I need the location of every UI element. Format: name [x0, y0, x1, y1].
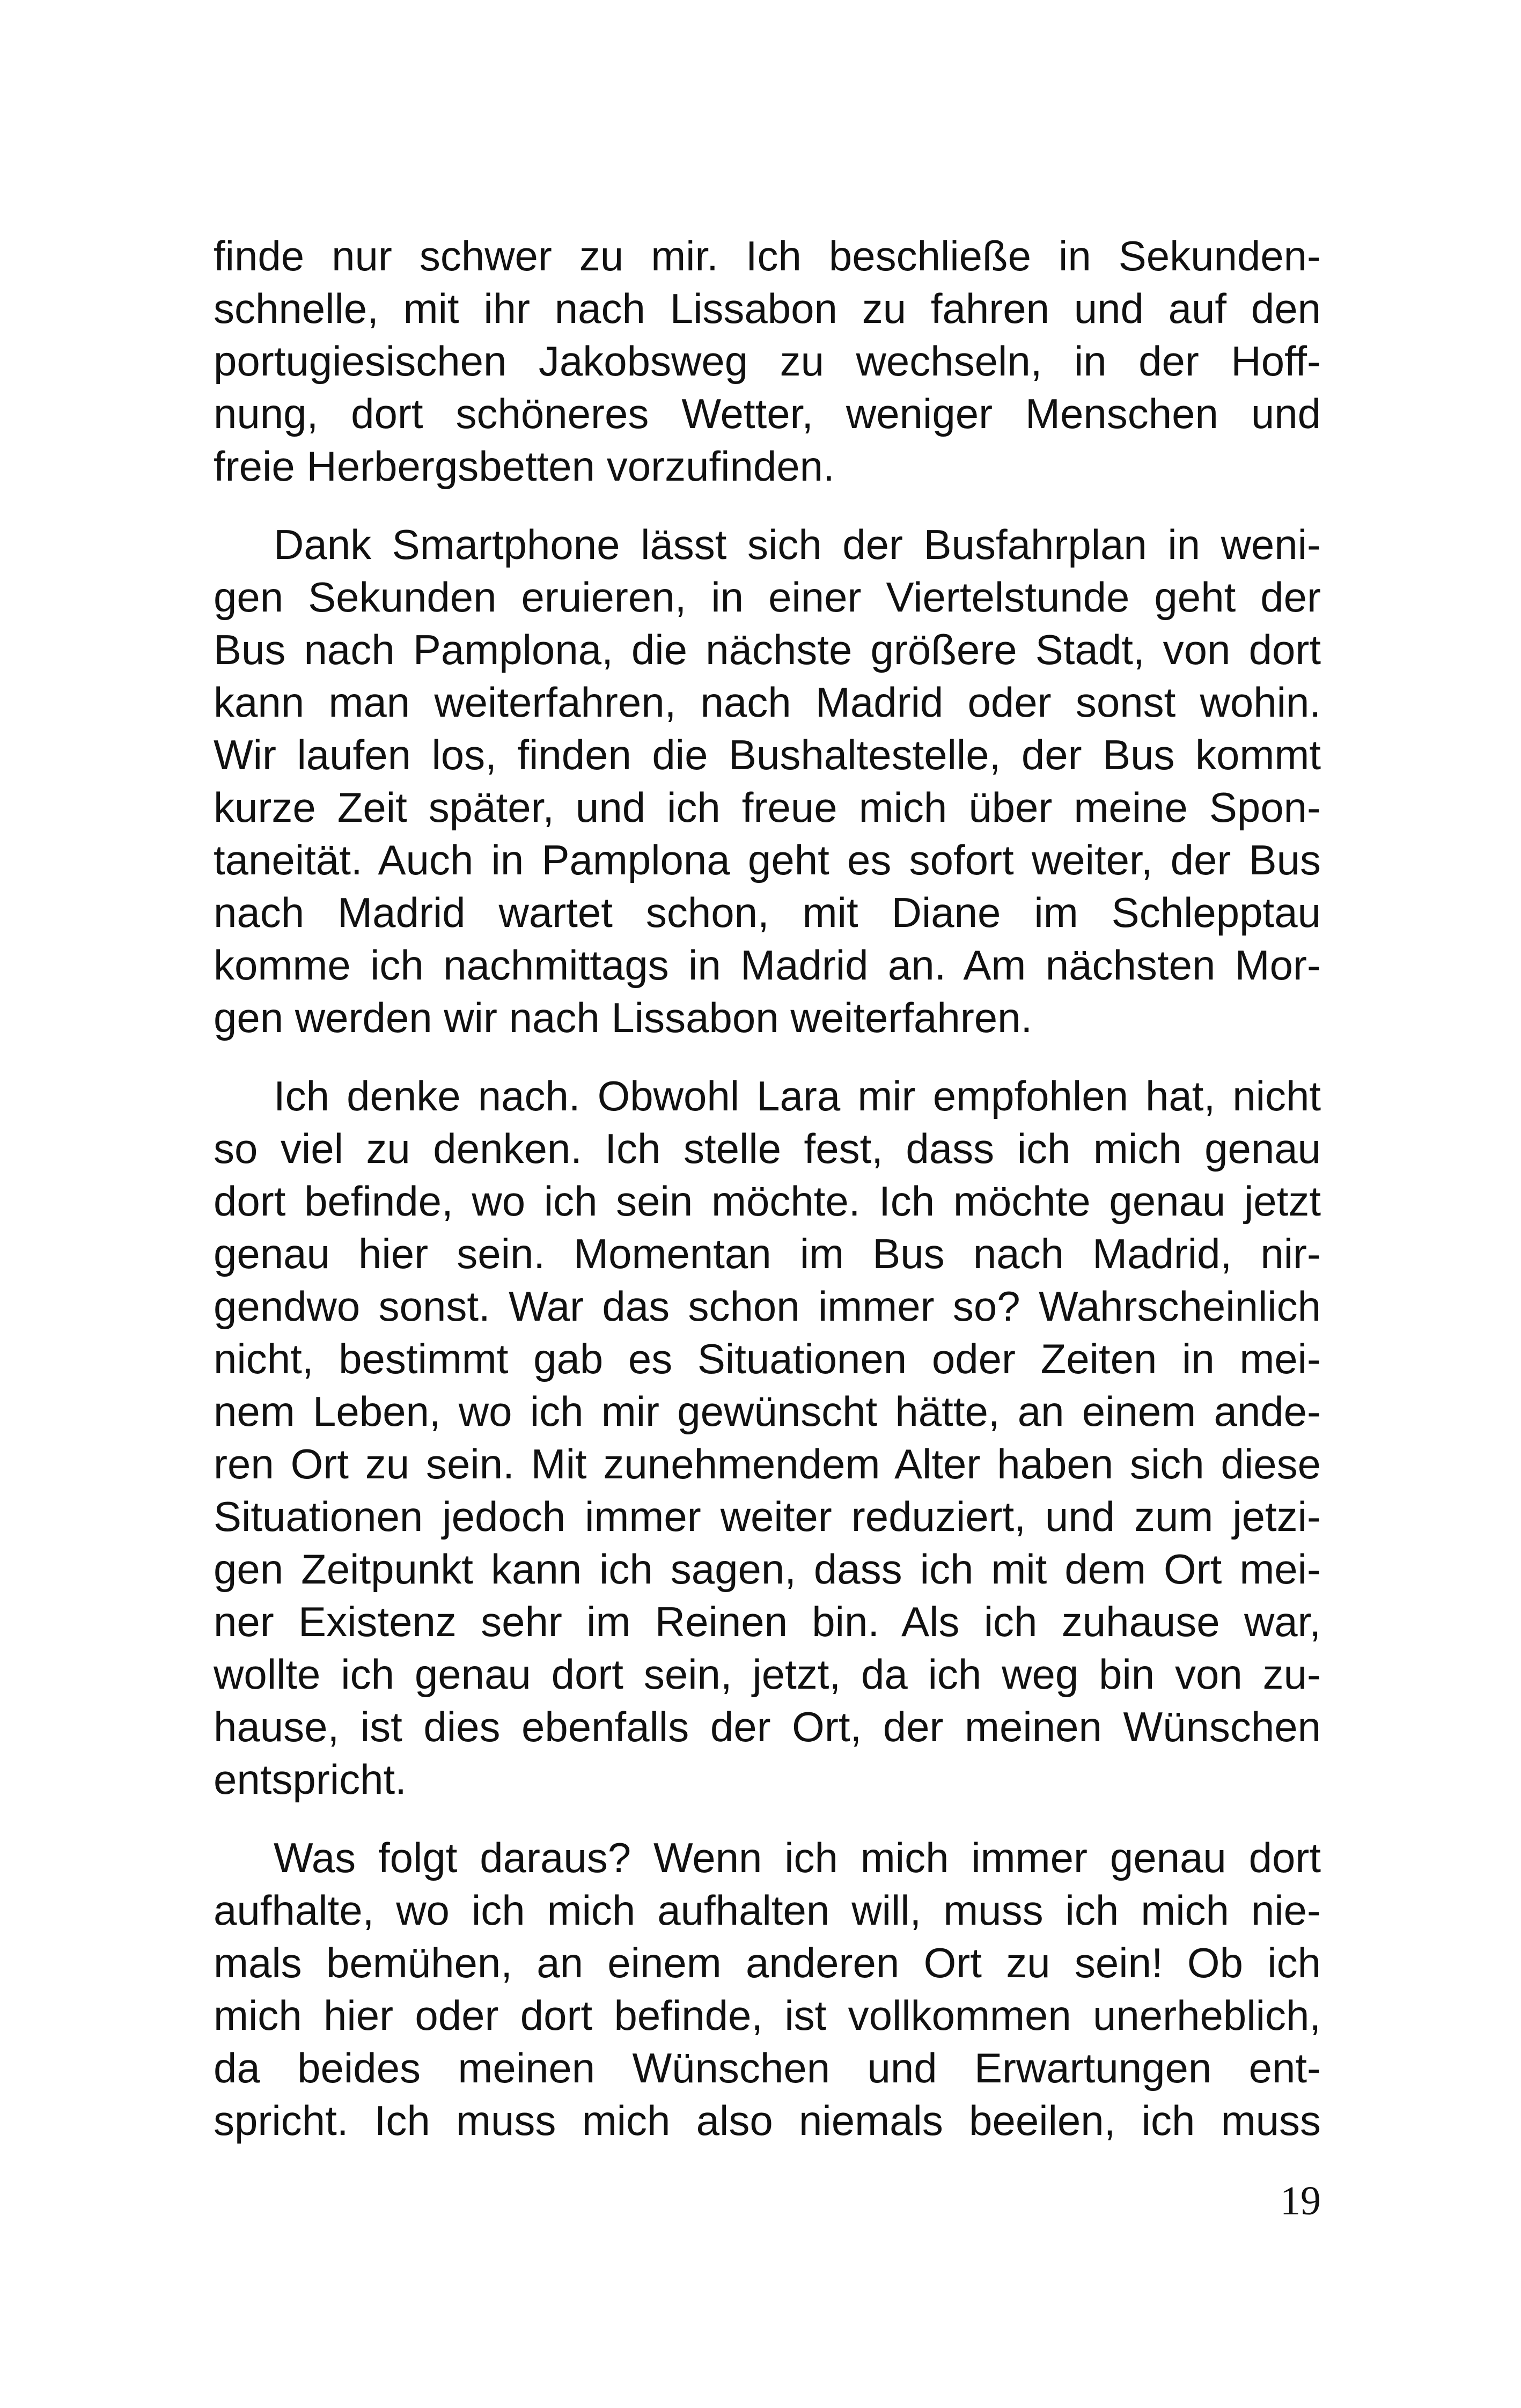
text-line: nach Madrid wartet schon, mit Diane im Schlepptau — [214, 889, 1321, 936]
text-line: ren Ort zu sein. Mit zunehmendem Alter haben sich diese — [214, 1440, 1321, 1487]
text-line: wollte ich genau dort sein, jetzt, da ich weg bin von zu- — [214, 1651, 1321, 1698]
text-line: Was folgt daraus? Wenn ich mich immer genau dort — [274, 1834, 1321, 1881]
text-line: Situationen jedoch immer weiter reduziert, und zum jetzi- — [214, 1493, 1321, 1540]
text-line: ner Existenz sehr im Reinen bin. Als ich zuhause war, — [214, 1598, 1321, 1645]
text-line: Wir laufen los, finden die Bushaltestelle, der Bus kommt — [214, 731, 1321, 778]
text-line: aufhalte, wo ich mich aufhalten will, muss ich mich nie- — [214, 1887, 1321, 1934]
text-line: genau hier sein. Momentan im Bus nach Madrid, nir- — [214, 1230, 1321, 1277]
text-line: Bus nach Pamplona, die nächste größere Stadt, von dort — [214, 626, 1321, 673]
text-line: gen werden wir nach Lissabon weiterfahren. — [214, 994, 1033, 1041]
text-line: finde nur schwer zu mir. Ich beschließe in Sekunden- — [214, 232, 1321, 279]
text-line: Dank Smartphone lässt sich der Busfahrplan in weni- — [274, 521, 1321, 568]
body-text — [214, 230, 1321, 2147]
text-line: Ich denke nach. Obwohl Lara mir empfohlen hat, nicht — [274, 1072, 1321, 1120]
text-line: schnelle, mit ihr nach Lissabon zu fahren und auf den — [214, 285, 1321, 332]
text-line: da beides meinen Wünschen und Erwartungen ent- — [214, 2044, 1321, 2092]
text-line: hause, ist dies ebenfalls der Ort, der meinen Wünschen — [214, 1703, 1321, 1750]
text-line: freie Herbergsbetten vorzufinden. — [214, 443, 835, 490]
text-line: so viel zu denken. Ich stelle fest, dass ich mich genau — [214, 1125, 1321, 1172]
text-line: kann man weiterfahren, nach Madrid oder sonst wohin. — [214, 679, 1321, 726]
text-line: nem Leben, wo ich mir gewünscht hätte, an einem ande- — [214, 1388, 1321, 1435]
text-line: nicht, bestimmt gab es Situationen oder Zeiten in mei- — [214, 1335, 1321, 1382]
text-line: dort befinde, wo ich sein möchte. Ich möchte genau jetzt — [214, 1177, 1321, 1225]
paragraph — [214, 518, 1321, 1044]
paragraph — [214, 1070, 1321, 1806]
text-line: gen Sekunden eruieren, in einer Viertelstunde geht der — [214, 573, 1321, 621]
paragraph — [214, 1831, 1321, 2147]
text-line: portugiesischen Jakobsweg zu wechseln, in der Hoff- — [214, 337, 1321, 385]
text-line: taneität. Auch in Pamplona geht es sofort weiter, der Bus — [214, 836, 1321, 883]
text-line: mals bemühen, an einem anderen Ort zu sein! Ob ich — [214, 1939, 1321, 1986]
text-line: mich hier oder dort befinde, ist vollkommen unerheblich, — [214, 1992, 1321, 2039]
paragraph — [214, 230, 1321, 492]
text-line: spricht. Ich muss mich also niemals beeilen, ich muss — [214, 2097, 1321, 2144]
text-line: nung, dort schöneres Wetter, weniger Menschen und — [214, 390, 1321, 437]
text-line: kurze Zeit später, und ich freue mich über meine Spon- — [214, 784, 1321, 831]
text-line: gendwo sonst. War das schon immer so? Wahrscheinlich — [214, 1283, 1321, 1330]
page-number: 19 — [1280, 2178, 1321, 2223]
text-line: gen Zeitpunkt kann ich sagen, dass ich mit dem Ort mei- — [214, 1545, 1321, 1593]
text-line: entspricht. — [214, 1756, 407, 1803]
text-line: komme ich nachmittags in Madrid an. Am nächsten Mor- — [214, 941, 1321, 989]
